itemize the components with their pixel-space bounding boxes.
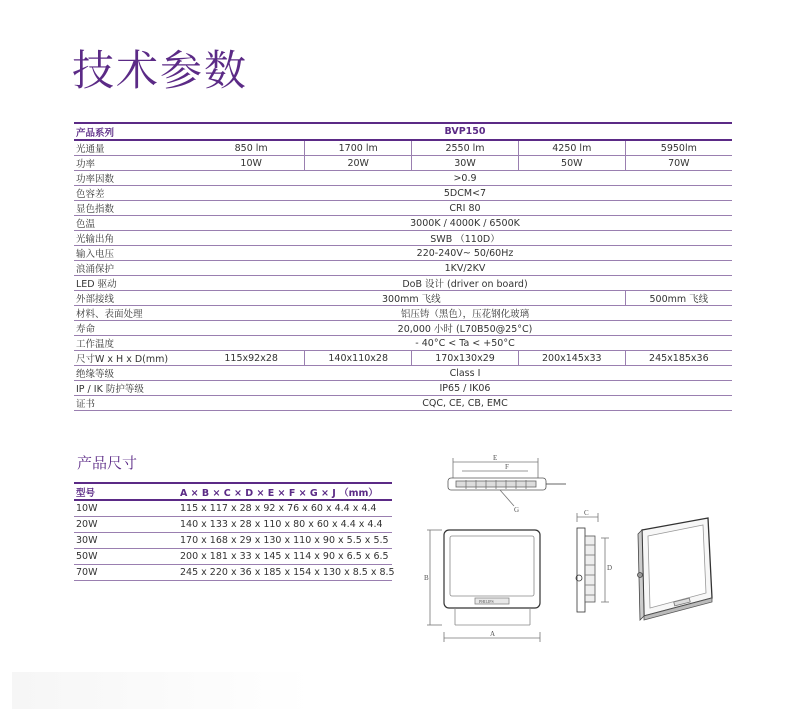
spec-label: LED 驱动: [74, 276, 198, 291]
spec-value: 5950lm: [625, 140, 732, 156]
spec-value: 1700 lm: [305, 140, 412, 156]
spec-value: 200x145x33: [518, 351, 625, 366]
spec-label: 产品系列: [74, 123, 198, 140]
dimensions-values: 115 x 117 x 28 x 92 x 76 x 60 x 4.4 x 4.4: [178, 500, 392, 517]
dimensions-model: 50W: [74, 549, 178, 565]
spec-value: 3000K / 4000K / 6500K: [198, 216, 732, 231]
dimensions-header-dims: A × B × C × D × E × F × G × J （mm）: [178, 483, 392, 500]
spec-label: 浪涌保护: [74, 261, 198, 276]
dimensions-model: 30W: [74, 533, 178, 549]
dimensions-values: 140 x 133 x 28 x 110 x 80 x 60 x 4.4 x 4.4: [178, 517, 392, 533]
spec-value: 850 lm: [198, 140, 305, 156]
spec-value: 500mm 飞线: [625, 291, 732, 306]
spec-value: 铝压铸（黑色），压花钢化玻璃: [198, 306, 732, 321]
spec-value: 245x185x36: [625, 351, 732, 366]
spec-label: IP / IK 防护等级: [74, 381, 198, 396]
spec-value: BVP150: [198, 123, 732, 140]
dimensions-model: 70W: [74, 565, 178, 581]
label-d: D: [607, 564, 613, 572]
label-c: C: [584, 509, 589, 517]
spec-label: 色容差: [74, 186, 198, 201]
label-e: E: [493, 454, 498, 462]
spec-value: 10W: [198, 156, 305, 171]
spec-value: 5DCM<7: [198, 186, 732, 201]
spec-label: 输入电压: [74, 246, 198, 261]
dimensions-values: 200 x 181 x 33 x 145 x 114 x 90 x 6.5 x 6.5: [178, 549, 392, 565]
spec-value: 20,000 小时 (L70B50@25°C): [198, 321, 732, 336]
spec-value: CQC, CE, CB, EMC: [198, 396, 732, 411]
dimensions-title: 产品尺寸: [77, 454, 138, 472]
label-g: G: [514, 506, 520, 514]
spec-value: 50W: [518, 156, 625, 171]
bracket-top-view: [448, 454, 566, 514]
dimensions-values: 245 x 220 x 36 x 185 x 154 x 130 x 8.5 x 8.5: [178, 565, 392, 581]
dimensions-values: 170 x 168 x 29 x 130 x 110 x 90 x 5.5 x 5.5: [178, 533, 392, 549]
spec-value: 20W: [305, 156, 412, 171]
spec-label: 材料、表面处理: [74, 306, 198, 321]
dimensions-header-model: 型号: [74, 483, 178, 500]
spec-value: 70W: [625, 156, 732, 171]
spec-value: 170x130x29: [412, 351, 519, 366]
side-view: [576, 509, 612, 612]
perspective-view: [638, 518, 713, 620]
spec-value: 2550 lm: [412, 140, 519, 156]
dimensions-model: 20W: [74, 517, 178, 533]
spec-value: 4250 lm: [518, 140, 625, 156]
spec-value: - 40°C < Ta < +50°C: [198, 336, 732, 351]
spec-value: 30W: [412, 156, 519, 171]
spec-value: IP65 / IK06: [198, 381, 732, 396]
page-title: 技术参数: [72, 46, 249, 95]
footer-shade: [12, 672, 312, 709]
spec-label: 尺寸W x H x D(mm): [74, 351, 198, 366]
spec-value: DoB 设计 (driver on board): [198, 276, 732, 291]
spec-value: 220-240V~ 50/60Hz: [198, 246, 732, 261]
label-f: F: [505, 463, 509, 471]
spec-label: 显色指数: [74, 201, 198, 216]
spec-label: 外部接线: [74, 291, 198, 306]
spec-label: 工作温度: [74, 336, 198, 351]
spec-label: 绝缘等级: [74, 366, 198, 381]
brand-logo-front: PHILIPS: [479, 599, 494, 604]
spec-value: 300mm 飞线: [198, 291, 625, 306]
spec-label: 寿命: [74, 321, 198, 336]
spec-value: CRI 80: [198, 201, 732, 216]
spec-label: 功率: [74, 156, 198, 171]
spec-value: Class I: [198, 366, 732, 381]
spec-label: 功率因数: [74, 171, 198, 186]
dimensions-model: 10W: [74, 500, 178, 517]
label-a: A: [490, 630, 496, 638]
spec-value: 1KV/2KV: [198, 261, 732, 276]
spec-label: 光通量: [74, 140, 198, 156]
front-view: [424, 530, 540, 642]
spec-label: 光输出角: [74, 231, 198, 246]
spec-label: 证书: [74, 396, 198, 411]
spec-value: >0.9: [198, 171, 732, 186]
spec-value: SWB （110D）: [198, 231, 732, 246]
spec-value: 140x110x28: [305, 351, 412, 366]
spec-value: 115x92x28: [198, 351, 305, 366]
spec-label: 色温: [74, 216, 198, 231]
label-b: B: [424, 574, 429, 582]
